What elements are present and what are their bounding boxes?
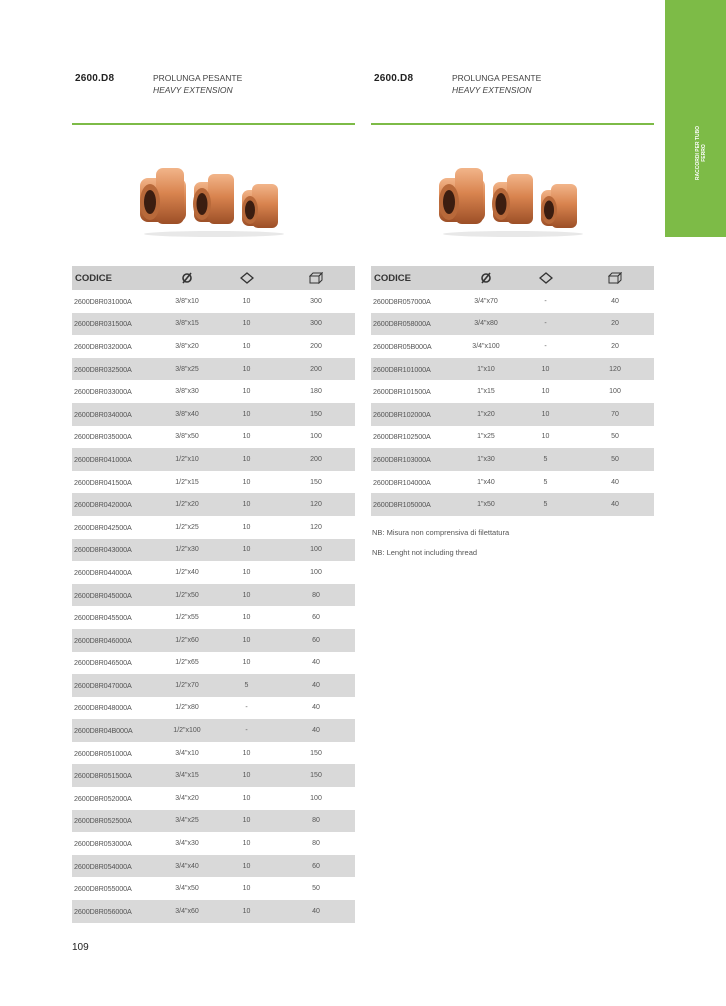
table-row [72, 855, 355, 878]
cell-dimension: 3/4"x40 [158, 855, 216, 878]
cell-hex-size: 10 [242, 659, 251, 667]
cell-dimension: 3/8"x30 [175, 388, 199, 396]
column-header-box [576, 266, 654, 290]
cell-box-qty: 150 [277, 764, 355, 787]
table-row [72, 335, 355, 358]
cell-box-qty: 300 [277, 313, 355, 336]
cell-hex-size: 10 [515, 403, 576, 426]
cell-dimension: 1/2"x50 [158, 584, 216, 607]
cell-dimension: 3/8"x15 [158, 313, 216, 336]
notes [372, 528, 509, 568]
cell-code: 2600D8R046500A [74, 658, 132, 668]
cell-hex-size: 10 [242, 388, 251, 396]
cell-code: 2600D8R052000A [74, 793, 132, 803]
table-row [371, 335, 654, 358]
table-row [72, 471, 355, 494]
cell-box-qty: 150 [310, 749, 322, 757]
table-row [72, 358, 355, 381]
cell-code: 2600D8R031500A [72, 313, 158, 336]
table-row [72, 493, 355, 516]
cell-hex-size: 10 [242, 523, 251, 531]
cell-code: 2600D8R031000A [74, 296, 132, 306]
column-header-hex [216, 266, 277, 290]
cell-box-qty: 60 [312, 614, 320, 622]
cell-box-qty: 80 [312, 840, 320, 848]
cell-dimension: 3/8"x40 [158, 403, 216, 426]
table-row [72, 764, 355, 787]
cell-dimension: 1/2"x25 [175, 523, 199, 531]
cell-dimension: 1/2"x80 [175, 704, 199, 712]
table-row [72, 629, 355, 652]
hex-wrench-icon [539, 272, 553, 284]
cell-dimension: 3/4"x50 [175, 885, 199, 893]
cell-code: 2600D8R101000A [371, 358, 457, 381]
cell-dimension: 1"x15 [477, 388, 495, 396]
cell-code: 2600D8R056000A [72, 900, 158, 923]
note-it: NB: Misura non comprensiva di filettatura [372, 528, 510, 537]
cell-box-qty: 20 [576, 313, 654, 336]
cell-hex-size: - [216, 719, 277, 742]
table-row [72, 674, 355, 697]
table-row [72, 584, 355, 607]
product-header [75, 72, 355, 102]
cell-box-qty: 40 [312, 704, 320, 712]
cell-code: 2600D8R102000A [371, 403, 457, 426]
cell-hex-size: 10 [216, 855, 277, 878]
table-row [72, 403, 355, 426]
cell-box-qty: 70 [576, 403, 654, 426]
cell-hex-size: 10 [242, 342, 251, 350]
cell-box-qty: 150 [310, 478, 322, 486]
cell-code: 2600D8R042500A [74, 522, 132, 532]
cell-code: 2600D8R101500A [373, 387, 431, 397]
cell-code: 2600D8R104000A [373, 477, 431, 487]
table-row [72, 877, 355, 900]
cell-hex-size: 10 [216, 539, 277, 562]
cell-box-qty: 100 [310, 568, 322, 576]
product-description-it: PROLUNGA PESANTE [452, 73, 542, 83]
diameter-icon [181, 272, 193, 284]
cell-box-qty: 40 [277, 900, 355, 923]
note-en: NB: Lenght not including thread [372, 548, 478, 557]
cell-box-qty: 180 [310, 388, 322, 396]
cell-dimension: 1/2"x100 [158, 719, 216, 742]
cell-hex-size: 10 [216, 358, 277, 381]
cell-hex-size: 10 [216, 448, 277, 471]
diameter-icon [480, 272, 492, 284]
table-body [371, 290, 654, 516]
cell-hex-size: - [515, 313, 576, 336]
table-row [72, 516, 355, 539]
table-row [72, 810, 355, 833]
cell-code: 2600D8R103000A [371, 448, 457, 471]
cell-dimension: 1"x40 [477, 478, 495, 486]
column-header-diameter [158, 266, 216, 290]
cell-code: 2600D8R043000A [72, 539, 158, 562]
cell-dimension: 1"x50 [457, 493, 515, 516]
section-side-tab [665, 0, 726, 237]
cell-dimension: 3/4"x10 [175, 749, 199, 757]
cell-box-qty: 60 [277, 855, 355, 878]
table-row [72, 832, 355, 855]
box-icon [309, 272, 323, 284]
cell-code: 2600D8R05B000A [373, 341, 432, 351]
cell-code: 2600D8R053000A [74, 839, 132, 849]
column-header-code: CODICE [72, 266, 158, 290]
table-row [72, 313, 355, 336]
cell-box-qty: 60 [277, 629, 355, 652]
cell-box-qty: 40 [277, 674, 355, 697]
cell-box-qty: 100 [310, 433, 322, 441]
cell-code: 2600D8R045000A [72, 584, 158, 607]
cell-box-qty: 100 [609, 388, 621, 396]
cell-box-qty: 150 [277, 403, 355, 426]
cell-dimension: 1/2"x10 [158, 448, 216, 471]
cell-box-qty: 200 [277, 358, 355, 381]
cell-box-qty: 200 [310, 342, 322, 350]
cell-hex-size: 10 [216, 764, 277, 787]
cell-hex-size: - [544, 297, 547, 305]
cell-dimension: 3/4"x80 [457, 313, 515, 336]
table-row [72, 561, 355, 584]
column-header-code: CODICE [371, 266, 457, 290]
cell-hex-size: 10 [242, 478, 251, 486]
cell-box-qty: 100 [277, 539, 355, 562]
cell-dimension: 1/2"x55 [175, 614, 199, 622]
product-description-en: HEAVY EXTENSION [153, 85, 233, 95]
table-row [72, 448, 355, 471]
cell-dimension: 3/4"x60 [158, 900, 216, 923]
cell-box-qty: 120 [310, 523, 322, 531]
table-row [72, 539, 355, 562]
cell-box-qty: 50 [576, 448, 654, 471]
cell-box-qty: 50 [611, 433, 619, 441]
cell-box-qty: 120 [277, 493, 355, 516]
cell-dimension: 3/4"x100 [472, 342, 500, 350]
table-row [371, 403, 654, 426]
cell-box-qty: 80 [277, 810, 355, 833]
table-header-row [371, 266, 654, 290]
cell-dimension: 1/2"x30 [158, 539, 216, 562]
cell-dimension: 1"x20 [457, 403, 515, 426]
cell-code: 2600D8R032000A [74, 341, 132, 351]
cell-code: 2600D8R041500A [74, 477, 132, 487]
cell-code: 2600D8R051500A [72, 764, 158, 787]
hex-wrench-icon [240, 272, 254, 284]
header-divider [371, 123, 654, 125]
cell-box-qty: 100 [310, 794, 322, 802]
cell-box-qty: 20 [611, 342, 619, 350]
cell-code: 2600D8R054000A [72, 855, 158, 878]
cell-code: 2600D8R055000A [74, 884, 132, 894]
cell-hex-size: 5 [216, 674, 277, 697]
cell-hex-size: 5 [515, 448, 576, 471]
cell-dimension: 3/4"x25 [158, 810, 216, 833]
cell-dimension: 1/2"x40 [175, 568, 199, 576]
table-row [72, 787, 355, 810]
cell-code: 2600D8R051000A [74, 748, 132, 758]
cell-dimension: 3/8"x25 [158, 358, 216, 381]
cell-dimension: 1/2"x60 [158, 629, 216, 652]
cell-code: 2600D8R052500A [72, 810, 158, 833]
product-description-it: PROLUNGA PESANTE [153, 73, 243, 83]
cell-hex-size: 10 [242, 614, 251, 622]
cell-hex-size: 10 [242, 433, 251, 441]
cell-code: 2600D8R058000A [371, 313, 457, 336]
column-header-hex [515, 266, 576, 290]
table-row [371, 426, 654, 449]
table-row [371, 448, 654, 471]
column-header-diameter [457, 266, 515, 290]
product-header [374, 72, 654, 102]
cell-dimension: 1"x10 [457, 358, 515, 381]
table-body [72, 290, 355, 923]
cell-box-qty: 40 [611, 478, 619, 486]
cell-hex-size: 10 [242, 840, 251, 848]
cell-hex-size: 10 [216, 629, 277, 652]
cell-box-qty: 50 [312, 885, 320, 893]
cell-code: 2600D8R044000A [74, 567, 132, 577]
cell-code: 2600D8R105000A [371, 493, 457, 516]
cell-dimension: 3/8"x20 [175, 342, 199, 350]
product-table [72, 266, 355, 923]
cell-hex-size: 10 [242, 885, 251, 893]
cell-box-qty: 80 [277, 584, 355, 607]
table-row [371, 290, 654, 313]
product-code: 2600.D8 [75, 73, 115, 84]
table-row [371, 313, 654, 336]
cell-code: 2600D8R102500A [373, 432, 431, 442]
cell-code: 2600D8R034000A [72, 403, 158, 426]
cell-hex-size: 10 [216, 313, 277, 336]
cell-dimension: 1/2"x20 [158, 493, 216, 516]
cell-box-qty: 40 [277, 719, 355, 742]
cell-code: 2600D8R033000A [74, 387, 132, 397]
cell-dimension: 3/8"x50 [175, 433, 199, 441]
product-photo [433, 160, 593, 240]
table-row [72, 719, 355, 742]
section-side-tab-label: RACCORDI PER TUBO FERRO [695, 125, 707, 181]
cell-dimension: 3/4"x20 [175, 794, 199, 802]
cell-dimension: 1/2"x65 [175, 659, 199, 667]
cell-dimension: 1/2"x70 [158, 674, 216, 697]
table-row [72, 900, 355, 923]
cell-code: 2600D8R04B000A [72, 719, 158, 742]
cell-hex-size: 10 [541, 388, 550, 396]
box-icon [608, 272, 622, 284]
product-table [371, 266, 654, 516]
cell-dimension: 3/8"x10 [175, 297, 199, 305]
cell-code: 2600D8R057000A [373, 296, 431, 306]
cell-code: 2600D8R041000A [72, 448, 158, 471]
cell-code: 2600D8R035000A [74, 432, 132, 442]
cell-hex-size: 10 [216, 810, 277, 833]
column-header-box [277, 266, 355, 290]
cell-hex-size: - [544, 342, 547, 350]
cell-code: 2600D8R045500A [74, 613, 132, 623]
cell-code: 2600D8R046000A [72, 629, 158, 652]
cell-box-qty: 200 [277, 448, 355, 471]
table-row [371, 493, 654, 516]
table-row [371, 471, 654, 494]
cell-box-qty: 40 [576, 493, 654, 516]
cell-box-qty: 40 [312, 659, 320, 667]
cell-code: 2600D8R048000A [74, 703, 132, 713]
table-header-row [72, 266, 355, 290]
cell-hex-size: 10 [242, 749, 251, 757]
table-row [72, 426, 355, 449]
table-row [72, 606, 355, 629]
table-row [371, 358, 654, 381]
product-photo [134, 160, 294, 240]
cell-hex-size: 10 [216, 584, 277, 607]
cell-hex-size: 5 [543, 478, 548, 486]
product-description-en: HEAVY EXTENSION [452, 85, 532, 95]
header-divider [72, 123, 355, 125]
cell-hex-size: 10 [242, 568, 251, 576]
cell-box-qty: 120 [576, 358, 654, 381]
cell-hex-size: 10 [216, 900, 277, 923]
cell-box-qty: 40 [611, 297, 619, 305]
cell-code: 2600D8R047000A [72, 674, 158, 697]
cell-hex-size: 5 [515, 493, 576, 516]
page-number: 109 [72, 942, 89, 953]
table-row [72, 697, 355, 720]
cell-hex-size: - [245, 704, 248, 712]
cell-dimension: 1/2"x15 [175, 478, 199, 486]
cell-hex-size: 10 [515, 358, 576, 381]
table-row [72, 380, 355, 403]
cell-dimension: 3/4"x15 [158, 764, 216, 787]
cell-dimension: 3/4"x30 [175, 840, 199, 848]
table-row [72, 290, 355, 313]
table-row [371, 380, 654, 403]
cell-dimension: 3/4"x70 [474, 297, 498, 305]
cell-hex-size: 10 [242, 297, 251, 305]
cell-code: 2600D8R032500A [72, 358, 158, 381]
cell-box-qty: 300 [310, 297, 322, 305]
cell-hex-size: 10 [216, 493, 277, 516]
table-row [72, 652, 355, 675]
product-code: 2600.D8 [374, 73, 414, 84]
cell-dimension: 1"x25 [477, 433, 495, 441]
cell-code: 2600D8R042000A [72, 493, 158, 516]
cell-hex-size: 10 [541, 433, 550, 441]
cell-hex-size: 10 [242, 794, 251, 802]
cell-dimension: 1"x30 [457, 448, 515, 471]
table-row [72, 742, 355, 765]
cell-hex-size: 10 [216, 403, 277, 426]
